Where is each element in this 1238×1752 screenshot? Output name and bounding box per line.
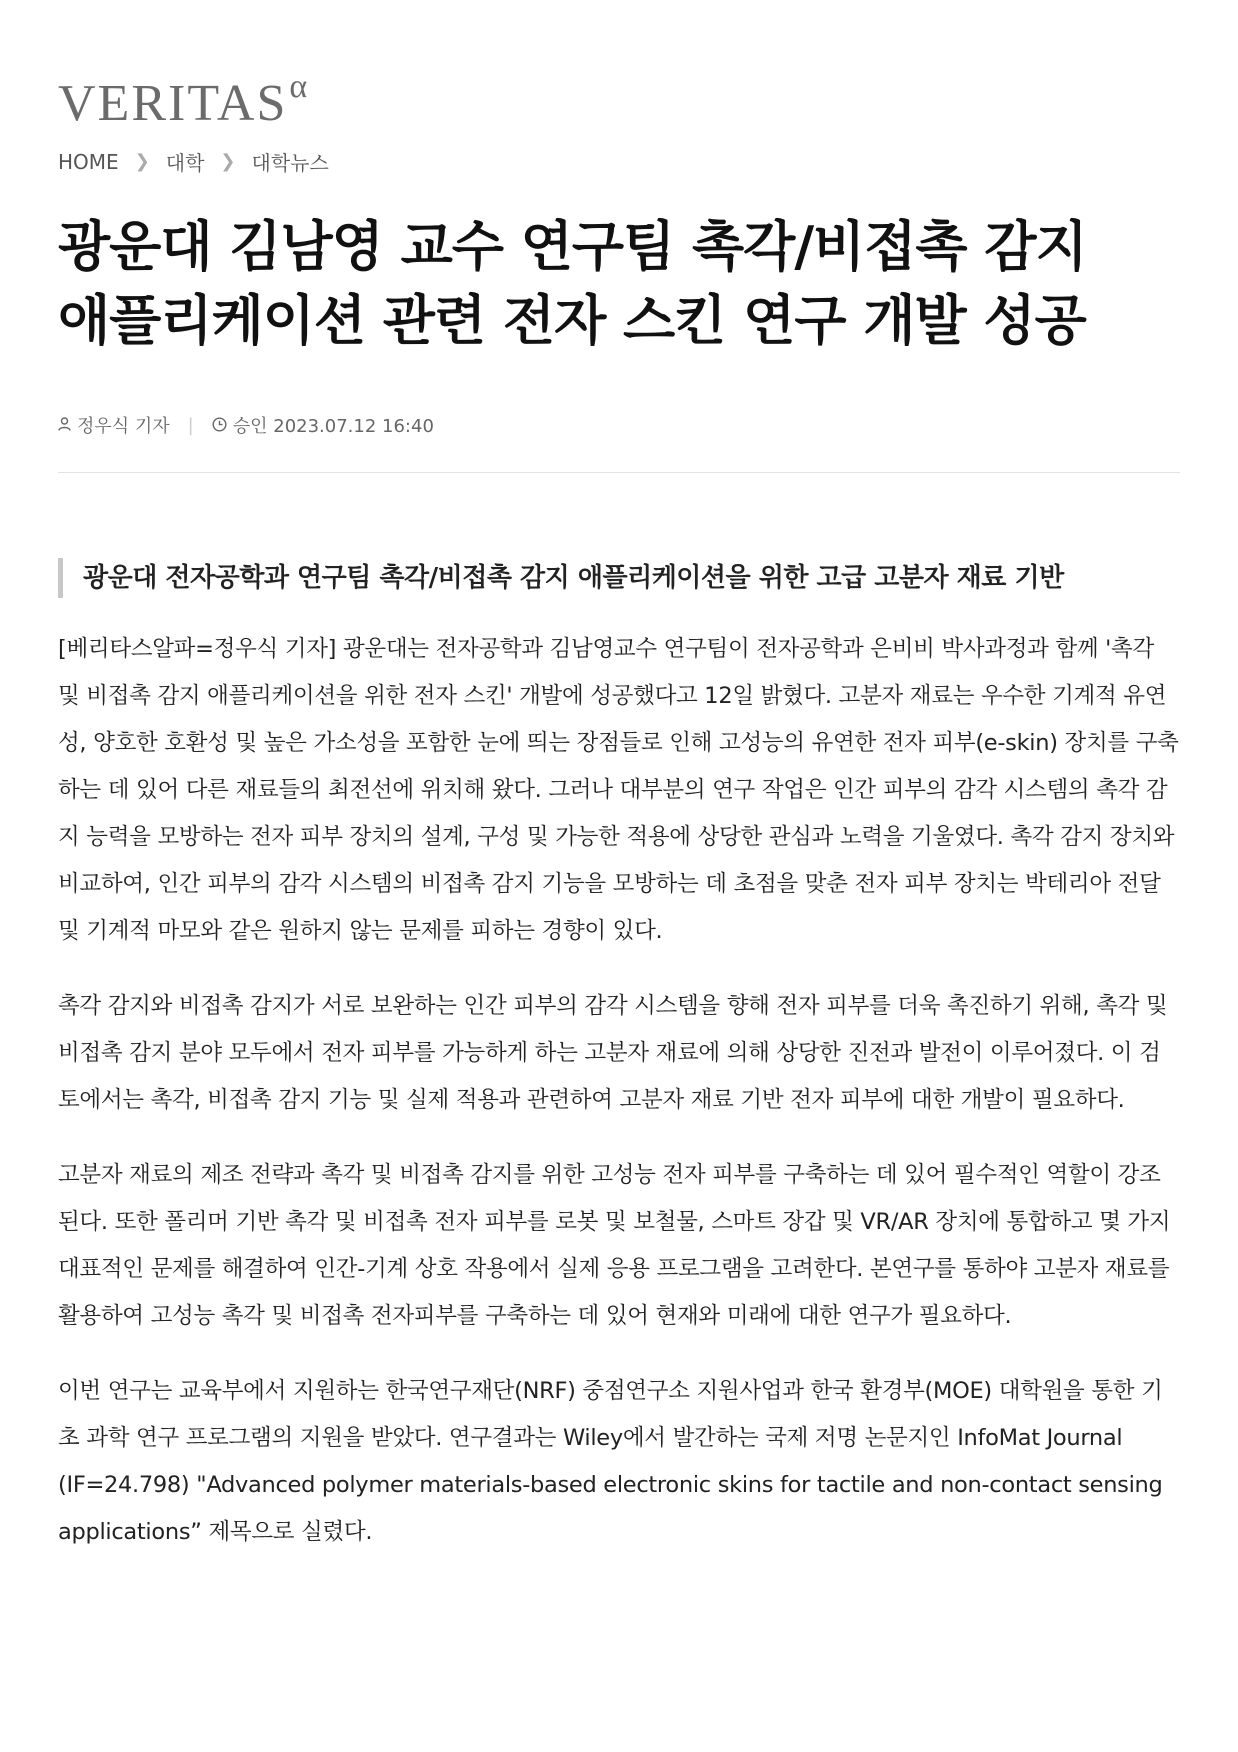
logo-alpha-mark: α <box>289 68 308 105</box>
chevron-right-icon: ❯ <box>220 151 236 172</box>
article-title-line-2: 애플리케이션 관련 전자 스킨 연구 개발 성공 <box>58 289 1086 352</box>
article-approved-date: 승인 2023.07.12 16:40 <box>232 416 434 437</box>
person-icon <box>58 417 71 434</box>
article-meta <box>58 412 434 438</box>
article-title <box>58 210 1188 358</box>
article-paragraph: 고분자 재료의 제조 전략과 촉각 및 비접촉 감지를 위한 고성능 전자 피부를 구축하는 데 있어 필수적인 역할이 강조된다. 또한 폴리머 기반 촉각 및 비접촉 전자 피부를 로봇 및 보철물, 스마트 장갑 및 VR/AR 장치에 통합하고 몇 가지 대표적인 문제를 해결하여 인간-기계 상호 작용에서 실제 응용 프로그램을 고려한다. 본연구를 통하야 고분자 재료를 활용하여 고성능 촉각 및 비접촉 전자피부를 구축하는 데 있어 현재와 미래에 대한 연구가 필요하다. <box>58 1162 1171 1329</box>
breadcrumb-university-news[interactable]: 대학뉴스 <box>251 151 329 175</box>
article-title-line-1: 광운대 김남영 교수 연구팀 촉각/비접촉 감지 <box>58 215 1087 278</box>
breadcrumb-home[interactable]: HOME <box>58 149 119 174</box>
article-paragraph: 촉각 감지와 비접촉 감지가 서로 보완하는 인간 피부의 감각 시스템을 향해 전자 피부를 더욱 촉진하기 위해, 촉각 및 비접촉 감지 분야 모두에서 전자 피부를 가능하게 하는 고분자 재료에 의해 상당한 진전과 발전이 이루어졌다. 이 검토에서는 촉각, 비접촉 감지 기능 및 실제 적용과 관련하여 고분자 재료 기반 전자 피부에 대한 개발이 필요하다. <box>58 993 1168 1113</box>
header-divider <box>58 472 1180 473</box>
article-subtitle: 광운대 전자공학과 연구팀 촉각/비접촉 감지 애플리케이션을 위한 고급 고분자 재료 기반 <box>58 558 1180 598</box>
chevron-right-icon: ❯ <box>134 151 150 172</box>
article-body <box>58 626 1180 1584</box>
clock-icon <box>212 417 227 434</box>
meta-divider: | <box>187 414 194 436</box>
breadcrumb <box>58 147 329 176</box>
article-author[interactable]: 정우식 기자 <box>77 416 170 437</box>
site-logo[interactable] <box>58 68 308 132</box>
breadcrumb-university[interactable]: 대학 <box>165 151 205 175</box>
article-paragraph: 이번 연구는 교육부에서 지원하는 한국연구재단(NRF) 중점연구소 지원사업과 한국 환경부(MOE) 대학원을 통한 기초 과학 연구 프로그램의 지원을 받았다. 연구결과는 Wiley에서 발간하는 국제 저명 논문지인 InfoMat Journal (IF=24.798) "Advanced polymer materials-based electronic skins for tactile and non-contact sensing applications” 제목으로 실렸다. <box>58 1378 1163 1545</box>
article-paragraph: [베리타스알파=정우식 기자] 광운대는 전자공학과 김남영교수 연구팀이 전자공학과 은비비 박사과정과 함께 '촉각 및 비접촉 감지 애플리케이션을 위한 전자 스킨' 개발에 성공했다고 12일 밝혔다. 고분자 재료는 우수한 기계적 유연성, 양호한 호환성 및 높은 가소성을 포함한 눈에 띄는 장점들로 인해 고성능의 유연한 전자 피부(e-skin) 장치를 구축하는 데 있어 다른 재료들의 최전선에 위치해 왔다. 그러나 대부분의 연구 작업은 인간 피부의 감각 시스템의 촉각 감지 능력을 모방하는 전자 피부 장치의 설계, 구성 및 가능한 적용에 상당한 관심과 노력을 기울였다. 촉각 감지 장치와 비교하여, 인간 피부의 감각 시스템의 비접촉 감지 기능을 모방하는 데 초점을 맞춘 전자 피부 장치는 박테리아 전달 및 기계적 마모와 같은 원하지 않는 문제를 피하는 경향이 있다. <box>58 636 1179 944</box>
logo-wordmark: VERITAS <box>58 75 288 132</box>
